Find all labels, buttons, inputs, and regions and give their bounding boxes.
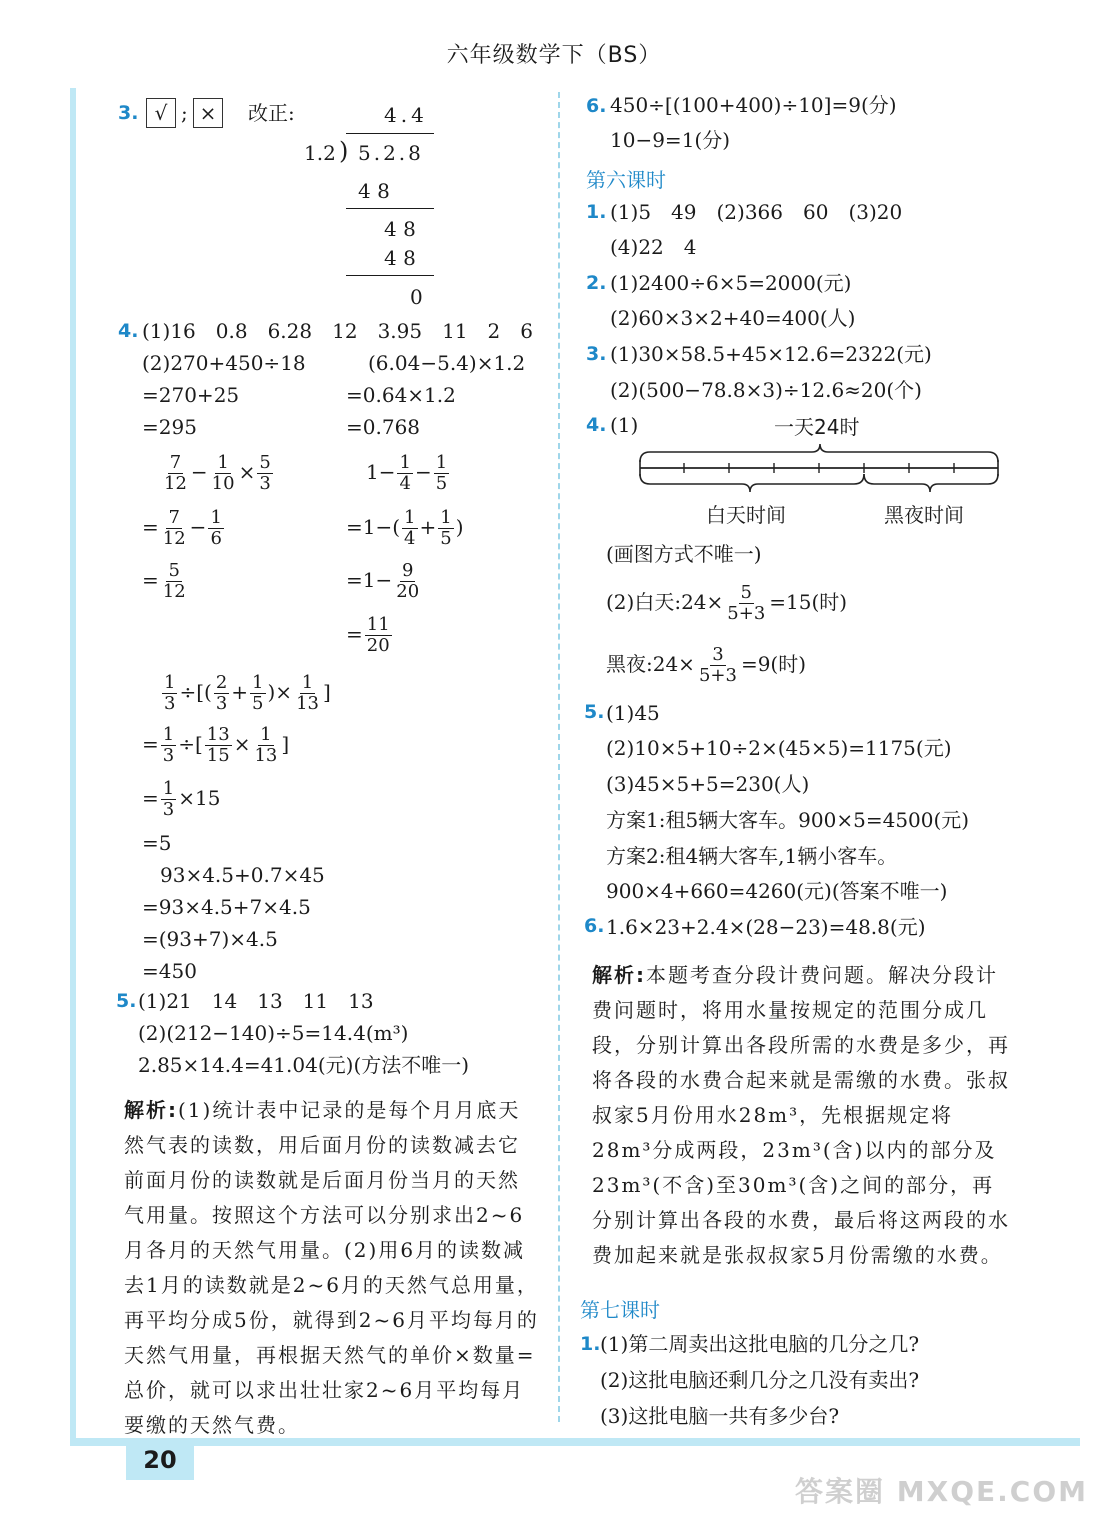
- division-line1: [346, 208, 434, 209]
- frac-expr-c1: $\frac{1}{3}$ ÷[( $\frac{2}{3}$ + $\frac{1}{5}$ )× $\frac{1}{13}$ ]: [164, 672, 331, 714]
- r6a-number: 6.: [586, 95, 607, 117]
- q3-correct-label: 改正:: [248, 101, 295, 125]
- r4-night-expr: 黑夜:24× $\frac{3}{5+3}$ =9(时): [606, 644, 807, 686]
- q5-line3: 2.85×14.4=41.04(元)(方法不唯一): [138, 1053, 470, 1077]
- diagram-night-label: 黑夜时间: [884, 503, 964, 527]
- r4-note: (画图方式不唯一): [606, 542, 762, 566]
- frac-expr-b4: = $\frac{11}{20}$: [346, 614, 390, 656]
- division-remainder: 0: [410, 285, 423, 309]
- r4-number: 4.: [586, 414, 607, 436]
- q5-line1: (1)21 14 13 11 13: [138, 989, 374, 1013]
- q4-line3a: =270+25: [142, 383, 240, 407]
- q4-line4b: =0.768: [346, 415, 421, 439]
- r4-day-expr: (2)白天:24× $\frac{5}{5+3}$ =15(时): [606, 582, 848, 624]
- r5-line5: 方案2:租4辆大客车,1辆小客车。: [606, 844, 898, 868]
- column-divider: [558, 92, 560, 1422]
- q5-number: 5.: [116, 990, 137, 1012]
- q4-d3: =(93+7)×4.5: [142, 927, 278, 951]
- left-analysis-text: (1)统计表中记录的是每个月月底天然气表的读数，用后面月份的读数减去它前面月份的读数就是后面月份当月的天然气用量。按照这个方法可以分别求出2~6月各月的天然气用量。(2)用6月的读数减去1月的读数就是2~6月的天然气总用量，再平均分成5份，就得到2~6月平均每月的天然气用量，再根据天然气的单价×数量=总价，就可以求出壮壮家2~6月平均每月要缴的天然气费。: [124, 1098, 539, 1437]
- frac-expr-c3: = $\frac{1}{3}$ ×15: [142, 778, 221, 820]
- page-border-left: [70, 88, 76, 1443]
- q5-line2: (2)(212−140)÷5=14.4(m³): [138, 1021, 409, 1045]
- q3-separator: ;: [181, 101, 188, 125]
- r3-line2: (2)(500−78.8×3)÷12.6≈20(个): [610, 378, 922, 402]
- q3-number: 3.: [118, 102, 139, 124]
- frac-expr-a3: = $\frac{5}{12}$: [142, 560, 186, 602]
- q4-line2b: (6.04−5.4)×1.2: [368, 351, 526, 375]
- r3-number: 3.: [586, 343, 607, 365]
- frac-expr-b1: 1− $\frac{1}{4}$ − $\frac{1}{5}$: [366, 452, 448, 494]
- left-analysis-label: 解析:: [124, 1098, 178, 1122]
- division-step2: 4 8: [384, 217, 416, 241]
- q4-line2a: (2)270+450÷18: [142, 351, 306, 375]
- division-step3: 4 8: [384, 246, 416, 270]
- r7-number: 1.: [580, 1333, 601, 1355]
- r6-number: 6.: [584, 915, 605, 937]
- r2-line1: (1)2400÷6×5=2000(元): [610, 271, 852, 295]
- frac-expr-b3: =1− $\frac{9}{20}$: [346, 560, 420, 602]
- r5-line1: (1)45: [606, 701, 660, 725]
- frac-expr-a1: $\frac{7}{12}$ − $\frac{1}{10}$ × $\frac{5}{3}$: [164, 452, 271, 494]
- frac-expr-b2: =1−( $\frac{1}{4}$ + $\frac{1}{5}$ ): [346, 507, 464, 549]
- r5-line4: 方案1:租5辆大客车。900×5=4500(元): [606, 808, 970, 832]
- r6a-line1: 450÷[(100+400)÷10]=9(分): [610, 93, 897, 117]
- frac-expr-a2: = $\frac{7}{12}$ − $\frac{1}{6}$: [142, 507, 222, 549]
- r4-part1: (1): [610, 413, 639, 437]
- right-analysis-label: 解析:: [592, 963, 646, 987]
- cross-box: ×: [193, 98, 223, 128]
- q4-d1: 93×4.5+0.7×45: [160, 863, 325, 887]
- r7-line1: (1)第二周卖出这批电脑的几分之几?: [600, 1332, 920, 1356]
- watermark-logo: 答案圈 MXQE.COM: [795, 1475, 1088, 1508]
- r2-line2: (2)60×3×2+40=400(人): [610, 306, 856, 330]
- r7-line2: (2)这批电脑还剩几分之几没有卖出?: [600, 1368, 920, 1392]
- q4-d4: =450: [142, 959, 197, 983]
- lesson6-title: 第六课时: [586, 168, 666, 192]
- page-number: 20: [126, 1440, 194, 1480]
- q4-line4a: =295: [142, 415, 197, 439]
- division-quotient: 4.4: [384, 103, 428, 127]
- check-box: √: [146, 98, 176, 128]
- division-bracket: ): [339, 137, 349, 165]
- r5-line2: (2)10×5+10÷2×(45×5)=1175(元): [606, 736, 952, 760]
- q4-d2: =93×4.5+7×4.5: [142, 895, 311, 919]
- division-line2: [346, 275, 434, 276]
- r1-line2: (4)22 4: [610, 235, 697, 259]
- page-header-title: 六年级数学下（BS）: [446, 43, 662, 68]
- time-segment-diagram: [636, 440, 1002, 500]
- r5-number: 5.: [584, 701, 605, 723]
- r2-number: 2.: [586, 272, 607, 294]
- frac-expr-c2: = $\frac{1}{3}$ ÷[ $\frac{13}{15}$ × $\frac{1}{13}$ ]: [142, 724, 290, 766]
- q4-line3b: =0.64×1.2: [346, 383, 456, 407]
- q4-number: 4.: [118, 320, 139, 342]
- division-divisor: 1.2: [304, 141, 336, 165]
- division-bar: [346, 133, 434, 134]
- diagram-day-label: 白天时间: [706, 503, 786, 527]
- r5-line3: (3)45×5+5=230(人): [606, 772, 810, 796]
- q4-c4: =5: [142, 831, 172, 855]
- left-analysis: [124, 1093, 540, 1443]
- right-analysis: [592, 958, 1012, 1273]
- r7-line3: (3)这批电脑一共有多少台?: [600, 1404, 840, 1428]
- r1-number: 1.: [586, 201, 607, 223]
- lesson7-title: 第七课时: [580, 1298, 660, 1322]
- division-dividend: 5.2.8: [358, 141, 424, 165]
- r3-line1: (1)30×58.5+45×12.6=2322(元): [610, 342, 932, 366]
- r6a-line2: 10−9=1(分): [610, 128, 731, 152]
- right-analysis-text: 本题考查分段计费问题。解决分段计费问题时，将用水量按规定的范围分成几段，分别计算出各段所需的水费是多少，再将各段的水费合起来就是需缴的水费。张叔叔家5月份用水28m³，先根据规定将28m³分成两段，23m³(含)以内的部分及23m³(不含)至30m³(含)之间的部分，再分别计算出各段的水费，最后将这两段的水费加起来就是张叔叔家5月份需缴的水费。: [592, 963, 1010, 1267]
- r5-line6: 900×4+660=4260(元)(答案不唯一): [606, 879, 948, 903]
- diagram-top-label: 一天24时: [774, 415, 860, 439]
- r1-line1: (1)5 49 (2)366 60 (3)20: [610, 200, 903, 224]
- division-step1: 4 8: [358, 179, 390, 203]
- r6-line1: 1.6×23+2.4×(28−23)=48.8(元): [606, 915, 926, 939]
- q4-line1: (1)16 0.8 6.28 12 3.95 11 2 6: [142, 319, 533, 343]
